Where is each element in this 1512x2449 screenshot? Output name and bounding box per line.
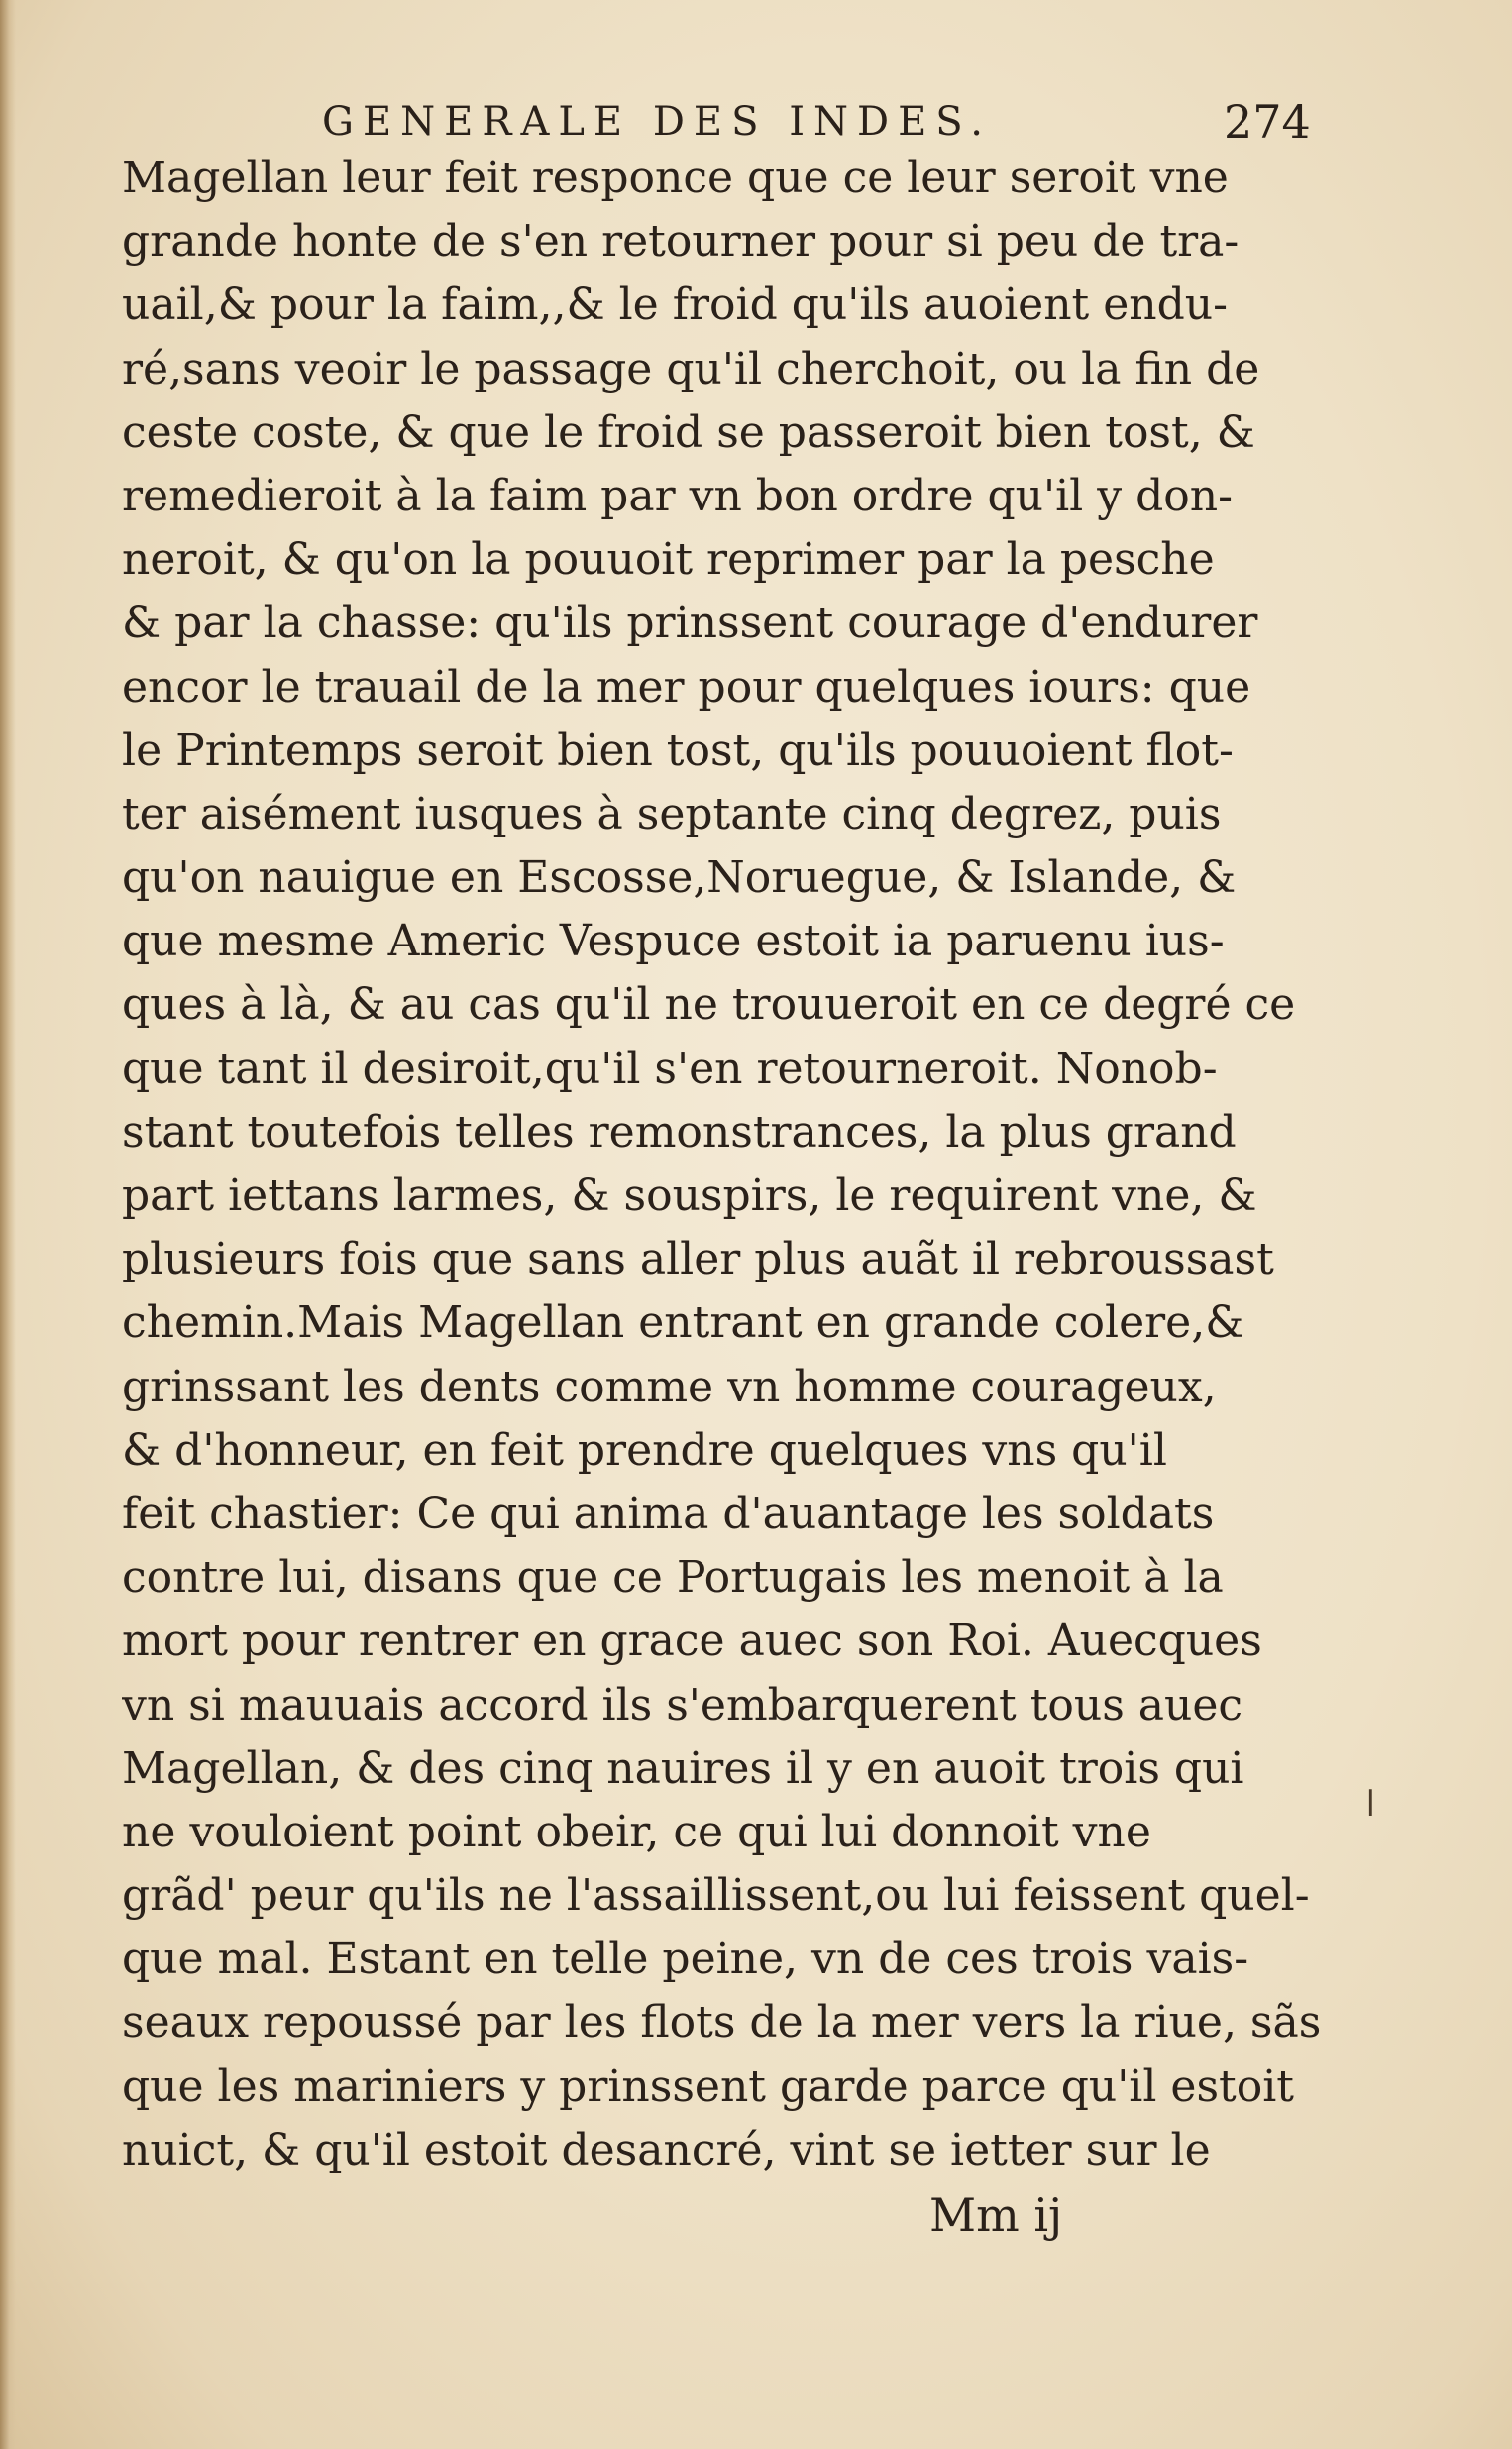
text-line: ter aisément iusques à septante cinq degrez, puis [122,788,1222,839]
text-line: grande honte de s'en retourner pour si peu de tra- [122,216,1240,268]
text-line: ré,sans veoir le passage qu'il cherchoit, ou la fin de [122,343,1260,394]
text-line: encor le trauail de la mer pour quelques iours: que [122,661,1251,713]
text-line: grinssant les dents comme vn homme courageux, [122,1361,1217,1412]
text-line: ne vouloient point obeir, ce qui lui donnoit vne [122,1806,1151,1857]
page-number: 274 [1224,95,1311,149]
text-line: uail,& pour la faim,,& le froid qu'ils auoient endu- [122,279,1228,331]
text-line: seaux repoussé par les flots de la mer vers la riue, sãs [122,1997,1322,2049]
text-line: grãd' peur qu'ils ne l'assaillissent,ou lui feissent quel- [122,1870,1310,1922]
body-text [122,147,1331,2182]
text-line: ceste coste, & que le froid se passeroit bien tost, & [122,406,1255,458]
text-line: & par la chasse: qu'ils prinssent courage d'endurer [122,598,1258,649]
text-line: qu'on nauigue en Escosse,Noruegue, & Islande, & [122,852,1237,904]
text-line: que les mariniers y prinssent garde parce qu'il estoit [122,2060,1294,2112]
text-line: chemin.Mais Magellan entrant en grande colere,& [122,1297,1244,1349]
text-line: le Printemps seroit bien tost, qu'ils pouuoient flot- [122,724,1234,776]
text-line: ques à là, & au cas qu'il ne trouueroit en ce degré ce [122,979,1296,1031]
text-line: part iettans larmes, & souspirs, le requirent vne, & [122,1170,1257,1221]
text-line: feit chastier: Ce qui anima d'auantage les soldats [122,1488,1215,1539]
text-line: contre lui, disans que ce Portugais les menoit à la [122,1552,1224,1604]
text-line: que mesme Americ Vespuce estoit ia paruenu ius- [122,916,1225,967]
page-spine-shadow [0,0,16,2449]
text-line: Magellan, & des cinq nauires il y en auoit trois qui [122,1742,1244,1794]
text-line: vn si mauuais accord ils s'embarquerent tous auec [122,1679,1243,1730]
text-line: remedieroit à la faim par vn bon ordre qu'il y don- [122,470,1233,521]
text-line: & d'honneur, en feit prendre quelques vns qu'il [122,1424,1167,1476]
signature-mark: Mm ij [929,2188,1063,2242]
text-line: mort pour rentrer en grace auec son Roi. Auecques [122,1615,1262,1667]
running-title: GENERALE DES INDES. [322,99,992,145]
text-line: Magellan leur feit responce que ce leur seroit vne [122,153,1229,203]
text-line: que tant il desiroit,qu'il s'en retourneroit. Nonob- [122,1043,1218,1094]
text-line: que mal. Estant en telle peine, vn de ces trois vais- [122,1934,1249,1985]
text-line: nuict, & qu'il estoit desancré, vint se ietter sur le [122,2124,1211,2175]
text-line: plusieurs fois que sans aller plus auãt il rebroussast [122,1234,1274,1285]
text-line: neroit, & qu'on la pouuoit reprimer par la pesche [122,534,1215,586]
text-line: stant toutefois telles remonstrances, la plus grand [122,1106,1237,1158]
margin-mark: ǀ [1365,1784,1376,1825]
